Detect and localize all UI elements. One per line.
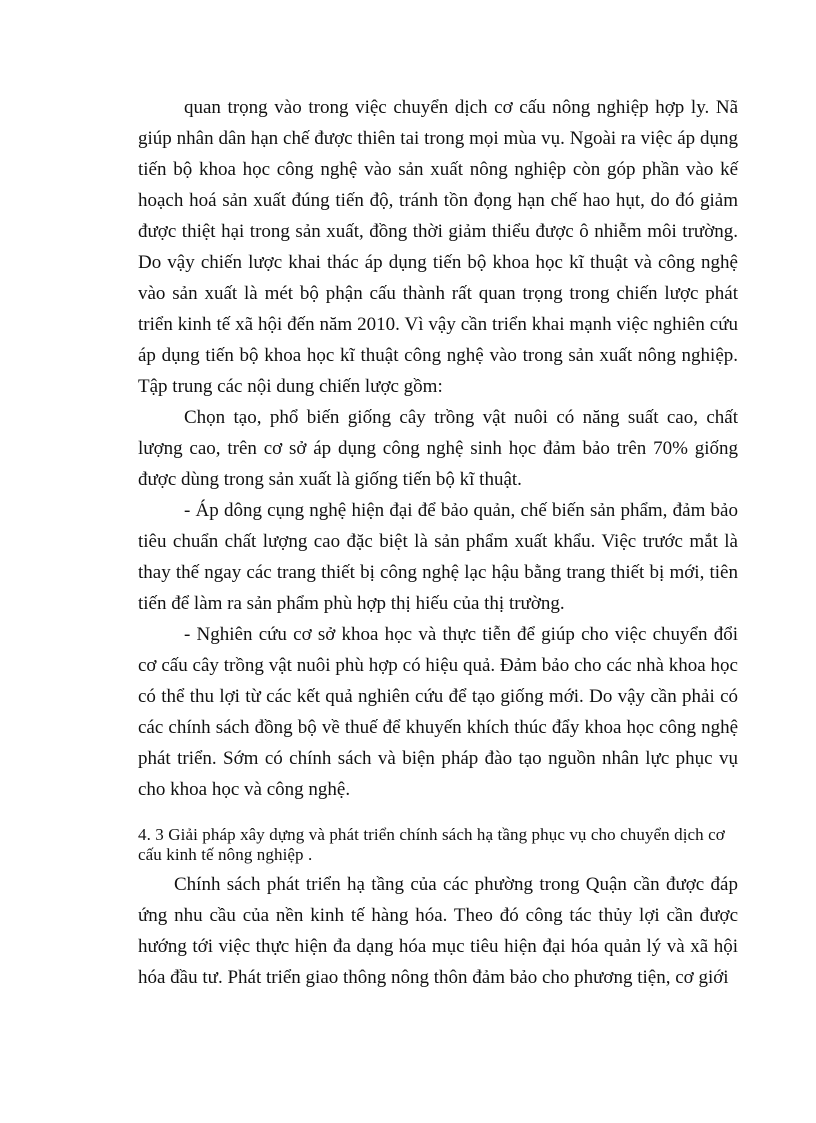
document-body	[138, 92, 738, 993]
paragraph-tech-adoption: quan trọng vào trong việc chuyển dịch cơ cấu nông nghiệp hợp ly. Nã giúp nhân dân hạn chế được thiên tai trong mọi mùa vụ. Ngoài ra việc áp dụng tiến bộ khoa học công nghệ vào sản xuất nông nghiệp còn góp phần vào kế hoạch hoá sản xuất đúng tiến độ, tránh tồn đọng hạn chế hao hụt, do đó giảm được thiệt hại trong sản xuất, đồng thời giảm thiểu được ô nhiễm môi trường. Do vậy chiến lược khai thác áp dụng tiến bộ khoa học kĩ thuật và công nghệ vào sản xuất là mét bộ phận cấu thành rất quan trọng trong chiến lược phát triển kinh tế xã hội đến năm 2010. Vì vậy cần triển khai mạnh việc nghiên cứu áp dụng tiến bộ khoa học kĩ thuật công nghệ vào trong sản xuất nông nghiệp. Tập trung các nội dung chiến lược gồm:	[138, 97, 738, 397]
section-heading: 4. 3 Giải pháp xây dựng và phát triển chính sách hạ tầng phục vụ cho chuyển dịch cơ cấu kinh tế nông nghiệp .	[138, 825, 725, 864]
paragraph-infrastructure: Chính sách phát triển hạ tầng của các phường trong Quận cần được đáp ứng nhu cầu của nền kinh tế hàng hóa. Theo đó công tác thủy lợi cần được hướng tới việc thực hiện đa dạng hóa mục tiêu hiện đại hóa quản lý và xã hội hóa đầu tư. Phát triển giao thông nông thôn đảm bảo cho phương tiện, cơ giới	[138, 874, 738, 988]
paragraph-research-policy: - Nghiên cứu cơ sở khoa học và thực tiễn để giúp cho việc chuyển đổi cơ cấu cây trồng vật nuôi phù hợp có hiệu quả. Đảm bảo cho các nhà khoa học có thể thu lợi từ các kết quả nghiên cứu để tạo giống mới. Do vậy cần phải có các chính sách đồng bộ về thuế để khuyến khích thúc đẩy khoa học công nghệ phát triển. Sớm có chính sách và biện pháp đào tạo nguồn nhân lực phục vụ cho khoa học và công nghệ.	[138, 624, 738, 800]
paragraph-seed-selection: Chọn tạo, phổ biến giống cây trồng vật nuôi có năng suất cao, chất lượng cao, trên cơ sở áp dụng công nghệ sinh học đảm bảo trên 70% giống được dùng trong sản xuất là giống tiến bộ kĩ thuật.	[138, 407, 738, 490]
paragraph-processing-tech: - Áp dông cụng nghệ hiện đại để bảo quản, chế biến sản phẩm, đảm bảo tiêu chuẩn chất lượng cao đặc biệt là sản phẩm xuất khẩu. Việc trước mắt là thay thế ngay các trang thiết bị công nghệ lạc hậu bằng trang thiết bị mới, tiên tiến để làm ra sản phẩm phù hợp thị hiếu của thị trường.	[138, 500, 738, 614]
